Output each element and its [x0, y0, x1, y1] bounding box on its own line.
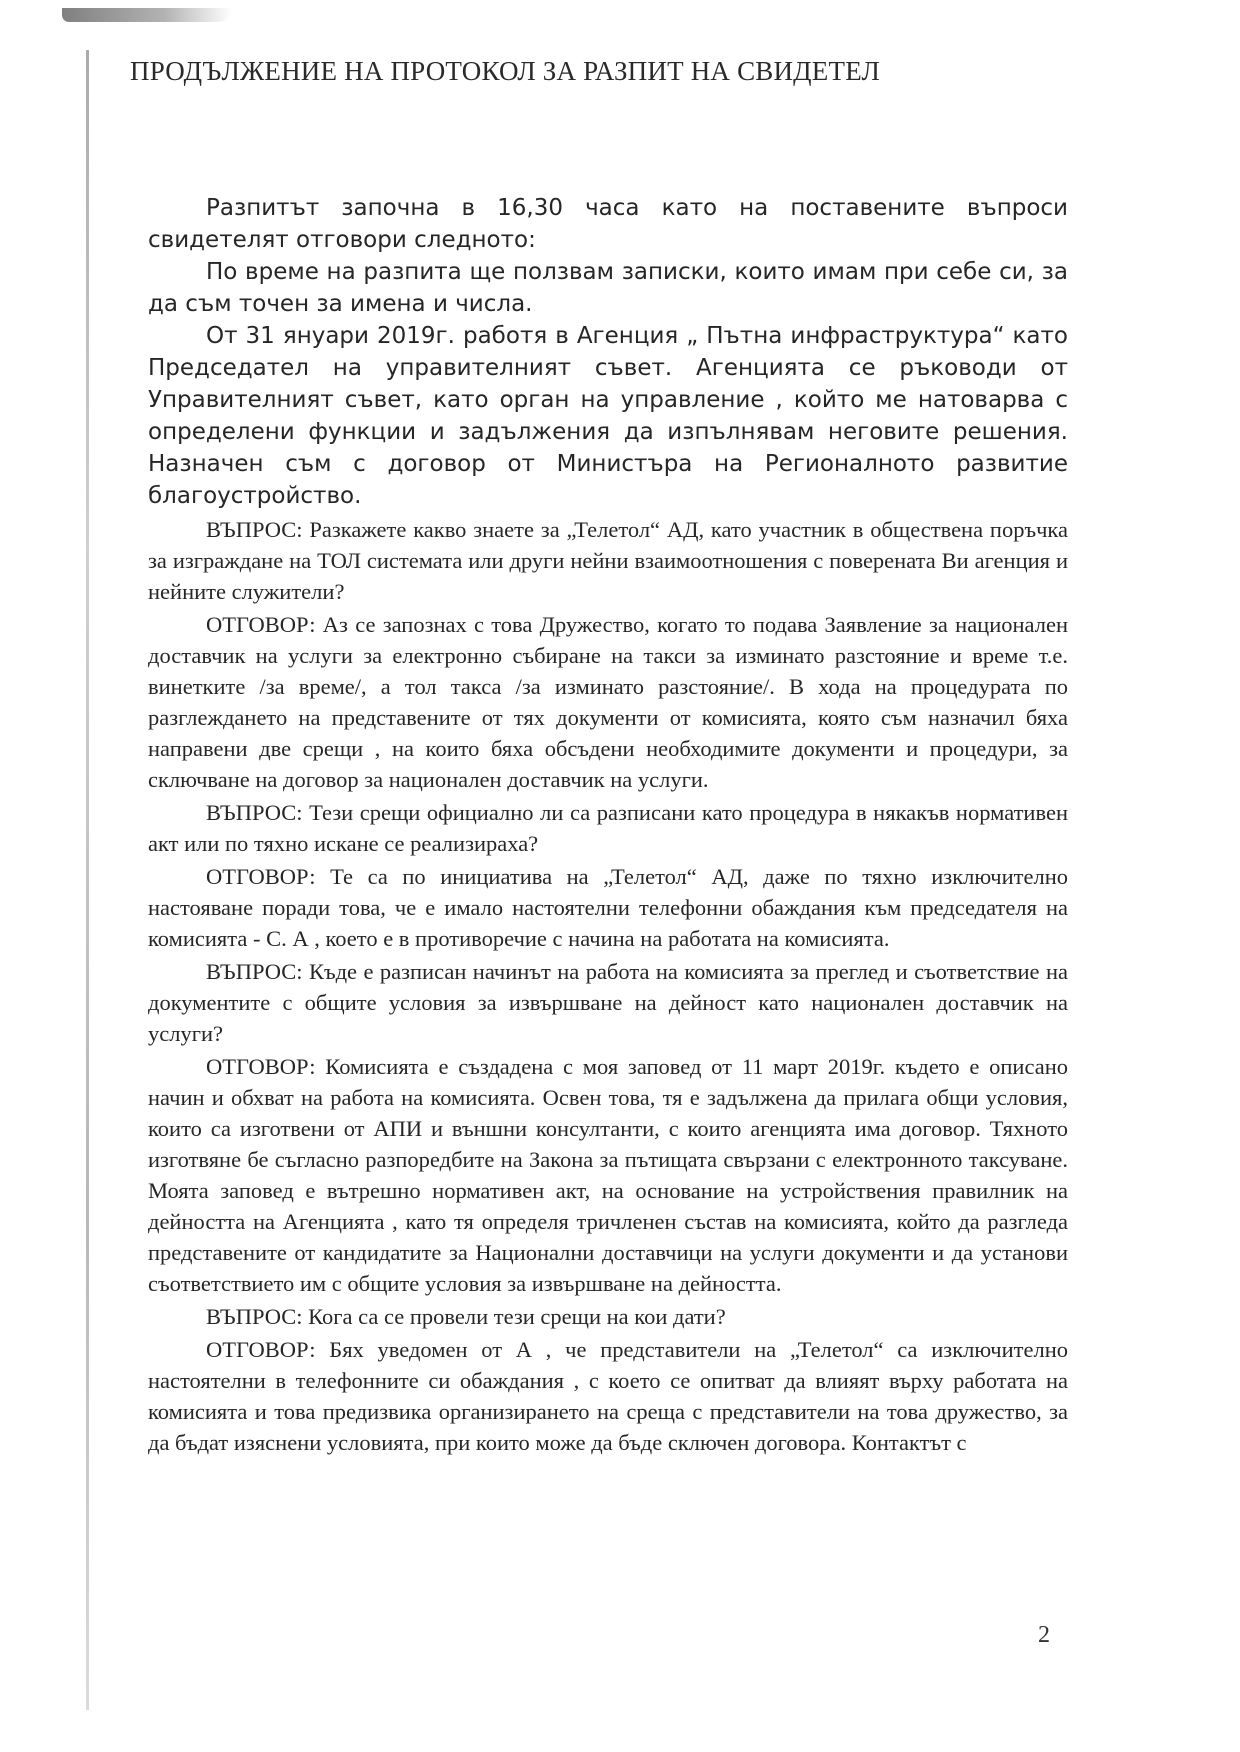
document-title: ПРОДЪЛЖЕНИЕ НА ПРОТОКОЛ ЗА РАЗПИТ НА СВИДЕТЕЛ	[130, 56, 881, 86]
answer-3: ОТГОВОР: Комисията е създадена с моя заповед от 11 март 2019г. където е описано начин и обхват на работа на комисията. Освен това, тя е задължена да прилага общи условия, които са изготвени от АПИ и външни консултанти, с които агенцията има договор. Тяхното изготвяне бе съгласно разпоредбите на Закона за пътищата свързани с електронното таксуване. Моята заповед е вътрешно нормативен акт, на основание на устройствения правилник на дейността на Агенцията , като тя определя тричленен състав на комисията, който да разгледа представените от кандидатите за Национални доставчици на услуги документи и да установи съответствието им с общите условия за извършване на дейността.	[148, 1054, 1068, 1296]
answer-2: ОТГОВОР: Те са по инициатива на „Телетол“ АД, даже по тяхно изключително настояване поради това, че е имало настоятелни телефонни обаждания към председателя на комисията - С. А , което е в противоречие с начина на работата на комисията.	[148, 864, 1068, 951]
scan-smudge	[62, 8, 232, 22]
paragraph-position: От 31 януари 2019г. работя в Агенция „ Пътна инфраструктура“ като Председател на управителният съвет. Агенцията се ръководи от Управителният съвет, като орган на управление , който ме натоварва с определени функции и задължения да изпълнявам неговите решения. Назначен съм с договор от Министъра на Регионалното развитие благоустройство.	[148, 323, 1068, 509]
answer-1: ОТГОВОР: Аз се запознах с това Дружество, когато то подава Заявление за национален доставчик на услуги за електронно събиране на такси за изминато разстояние и време т.е. винетките /за време/, а тол такса /за изминато разстояние/. В хода на процедурата по разглеждането на представените от тях документи от комисията, която съм назначил бяха направени две срещи , на които бяха обсъдени необходимите документи и процедури, за сключване на договор за национален доставчик на услуги.	[148, 612, 1068, 792]
question-4: ВЪПРОС: Кога са се провели тези срещи на кои дати?	[206, 1304, 726, 1329]
paragraph-notes: По време на разпита ще ползвам записки, които имам при себе си, за да съм точен за имена и числа.	[148, 259, 1068, 317]
scan-edge-line	[86, 50, 89, 1710]
paragraph-intro: Разпитът започна в 16,30 часа като на поставените въпроси свидетелят отговори следното:	[148, 195, 1068, 253]
question-3: ВЪПРОС: Къде е разписан начинът на работа на комисията за преглед и съответствие на документите с общите условия за извършване на дейност като национален доставчик на услуги?	[148, 959, 1068, 1046]
answer-4: ОТГОВОР: Бях уведомен от А , че представители на „Телетол“ са изключително настоятелни в телефонните си обаждания , с което се опитват да влияят върху работата на комисията и това предизвика организирането на среща с представители на това дружество, за да бъдат изяснени условията, при които може да бъде сключен договора. Контактът с	[148, 1337, 1068, 1455]
question-1: ВЪПРОС: Разкажете какво знаете за „Телетол“ АД, като участник в обществена поръчка за изграждане на ТОЛ системата или други нейни взаимоотношения с поверената Ви агенция и нейните служители?	[148, 517, 1068, 604]
page-number: 2	[1038, 1622, 1050, 1648]
question-2: ВЪПРОС: Тези срещи официално ли са разписани като процедура в някакъв нормативен акт или по тяхно искане се реализираха?	[148, 800, 1068, 856]
document-body	[148, 192, 1068, 1458]
